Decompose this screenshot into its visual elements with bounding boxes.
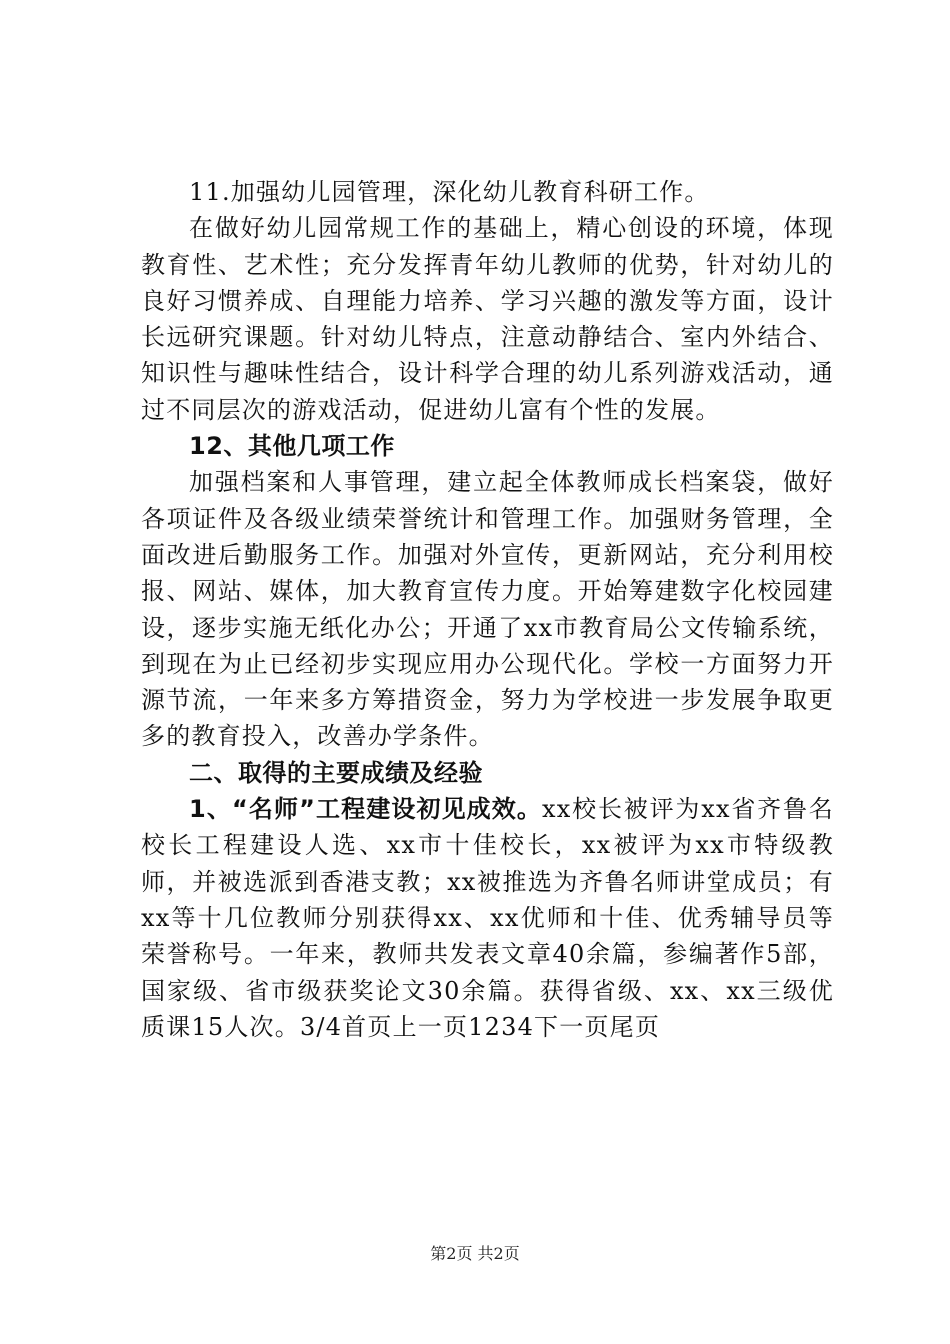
section-12-heading: 12、其他几项工作: [189, 432, 395, 461]
achievement-body: xx校长被评为xx省齐鲁名校长工程建设人选、xx市十佳校长，xx被评为xx市特级教师，并被选派到香港支教；xx被推选为齐鲁名师讲堂成员；有xx等十几位教师分别获得xx、xx优师和十佳、优秀辅导员等荣誉称号。一年来，教师共发表文章40余篇，参编著作5部，国家级、省市级获奖论文30余篇。获得省级、xx、xx三级优质课15人次。3/4首页上一页1234下一页尾页: [141, 795, 834, 1041]
section-11-paragraph: 在做好幼儿园常规工作的基础上，精心创设的环境，体现教育性、艺术性；充分发挥青年幼儿教师的优势，针对幼儿的良好习惯养成、自理能力培养、学习兴趣的激发等方面，设计长远研究课题。针对幼儿特点，注意动静结合、室内外结合、知识性与趣味性结合，设计科学合理的幼儿系列游戏活动，通过不同层次的游戏活动，促进幼儿富有个性的发展。: [141, 214, 834, 424]
section-12-paragraph: 加强档案和人事管理，建立起全体教师成长档案袋，做好各项证件及各级业绩荣誉统计和管理工作。加强财务管理，全面改进后勤服务工作。加强对外宣传，更新网站，充分利用校报、网站、媒体，加大教育宣传力度。开始筹建数字化校园建设，逐步实施无纸化办公；开通了xx市教育局公文传输系统，到现在为止已经初步实现应用办公现代化。学校一方面努力开源节流，一年来多方筹措资金，努力为学校进一步发展争取更多的教育投入，改善办学条件。: [141, 468, 834, 751]
page-footer: 第2页 共2页: [430, 1244, 520, 1263]
document-body: [141, 174, 834, 1045]
section-11-heading: 11.加强幼儿园管理，深化幼儿教育科研工作。: [189, 178, 710, 206]
achievement-lead: 1、“名师”工程建设初见成效。: [189, 795, 543, 824]
achievement-paragraph: [141, 791, 834, 1045]
part-two-heading: 二、取得的主要成绩及经验: [189, 758, 483, 787]
